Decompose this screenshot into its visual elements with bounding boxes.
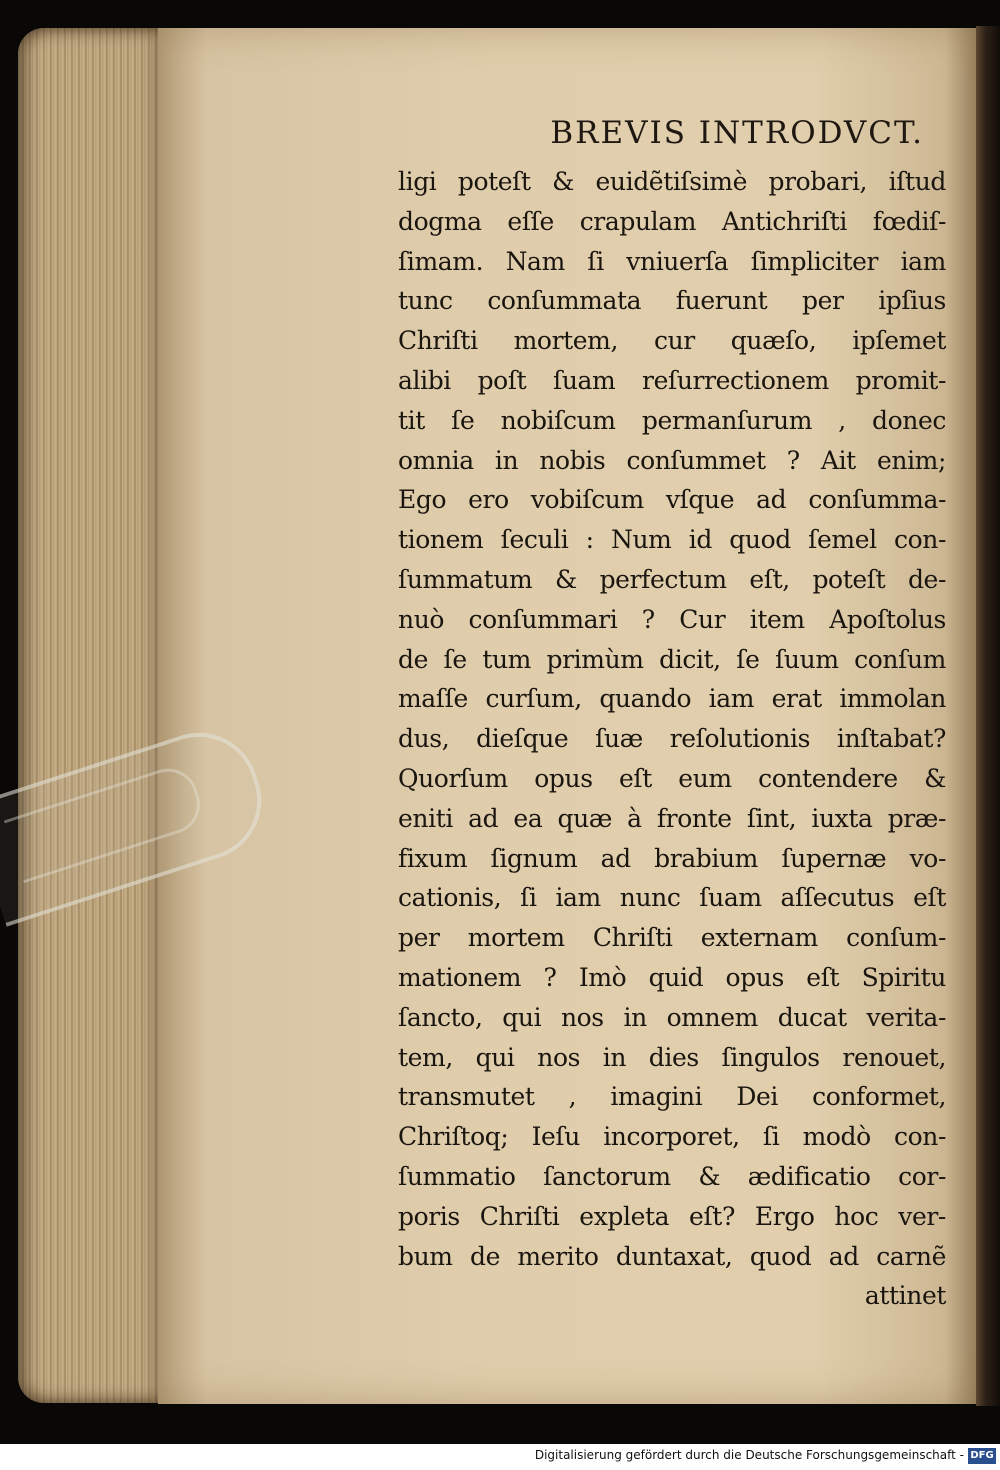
text-line: eniti ad ea quæ à fronte ſint, iuxta præ- <box>398 803 946 833</box>
funding-credit: Digitalisierung gefördert durch die Deutsche Forschungsgemeinschaft - <box>534 1448 964 1462</box>
text-line: mationem ? Imò quid opus eſt Spiritu <box>398 962 946 992</box>
text-line: tem, qui nos in dies ſingulos renouet, <box>398 1042 946 1072</box>
catchword: attinet <box>864 1281 946 1311</box>
book-fore-edge <box>18 28 168 1403</box>
text-line: fixum ſignum ad brabium ſupernæ vo- <box>398 843 946 873</box>
text-line: dogma eſſe crapulam Antichriſti fœdiſ- <box>398 206 946 236</box>
page-text-block <box>398 108 946 1316</box>
text-line: cationis, ſi iam nunc ſuam aſſecutus eſt <box>398 883 946 913</box>
text-line: de ſe tum primùm dicit, ſe ſuum conſum <box>398 644 946 674</box>
text-line: ſimam. Nam ſi vniuerſa ſimpliciter iam <box>398 246 946 276</box>
text-line: poris Chriſti expleta eſt? Ergo hoc ver- <box>398 1201 946 1231</box>
text-line: tionem ſeculi : Num id quod ſemel con- <box>398 525 946 555</box>
text-line: omnia in nobis conſummet ? Ait enim; <box>398 445 946 475</box>
text-line: ſancto, qui nos in omnem ducat verita- <box>398 1002 946 1032</box>
text-line: Chriſtoq; Ieſu incorporet, ſi modò con- <box>398 1122 946 1152</box>
text-line: per mortem Chriſti externam conſum- <box>398 923 946 953</box>
text-line: ſummatum & perfectum eſt, poteſt de- <box>398 564 946 594</box>
text-line: tunc conſummata fuerunt per ipſius <box>398 286 946 316</box>
text-line: ſummatio ſanctorum & ædificatio cor- <box>398 1161 946 1191</box>
text-line: Chriſti mortem, cur quæſo, ipſemet <box>398 326 946 356</box>
text-line: dus, dieſque ſuæ reſolutionis inſtabat? <box>398 724 946 754</box>
running-head: BREVIS INTRODVCT. <box>550 115 924 151</box>
text-line: ligi poteſt & euidẽtiſsimè probari, iſtud <box>398 167 946 196</box>
text-line: maſſe curſum, quando iam erat immolan <box>398 684 946 714</box>
text-line: nuò conſummari ? Cur item Apoſtolus <box>398 604 946 634</box>
text-line: tit ſe nobiſcum permanſurum , donec <box>398 405 946 435</box>
text-line: alibi poſt ſuam reſurrectionem promit- <box>398 365 946 395</box>
text-line: Ego ero vobiſcum vſque ad conſumma- <box>398 485 946 515</box>
text-line: Quorſum opus eſt eum contendere & <box>398 763 946 793</box>
dfg-logo: DFG <box>968 1448 996 1464</box>
text-line: transmutet , imagini Dei conformet, <box>398 1082 946 1112</box>
book-gutter <box>976 26 1000 1406</box>
text-line: bum de merito duntaxat, quod ad carnẽ <box>398 1241 946 1271</box>
footer-bar <box>0 1444 1000 1470</box>
